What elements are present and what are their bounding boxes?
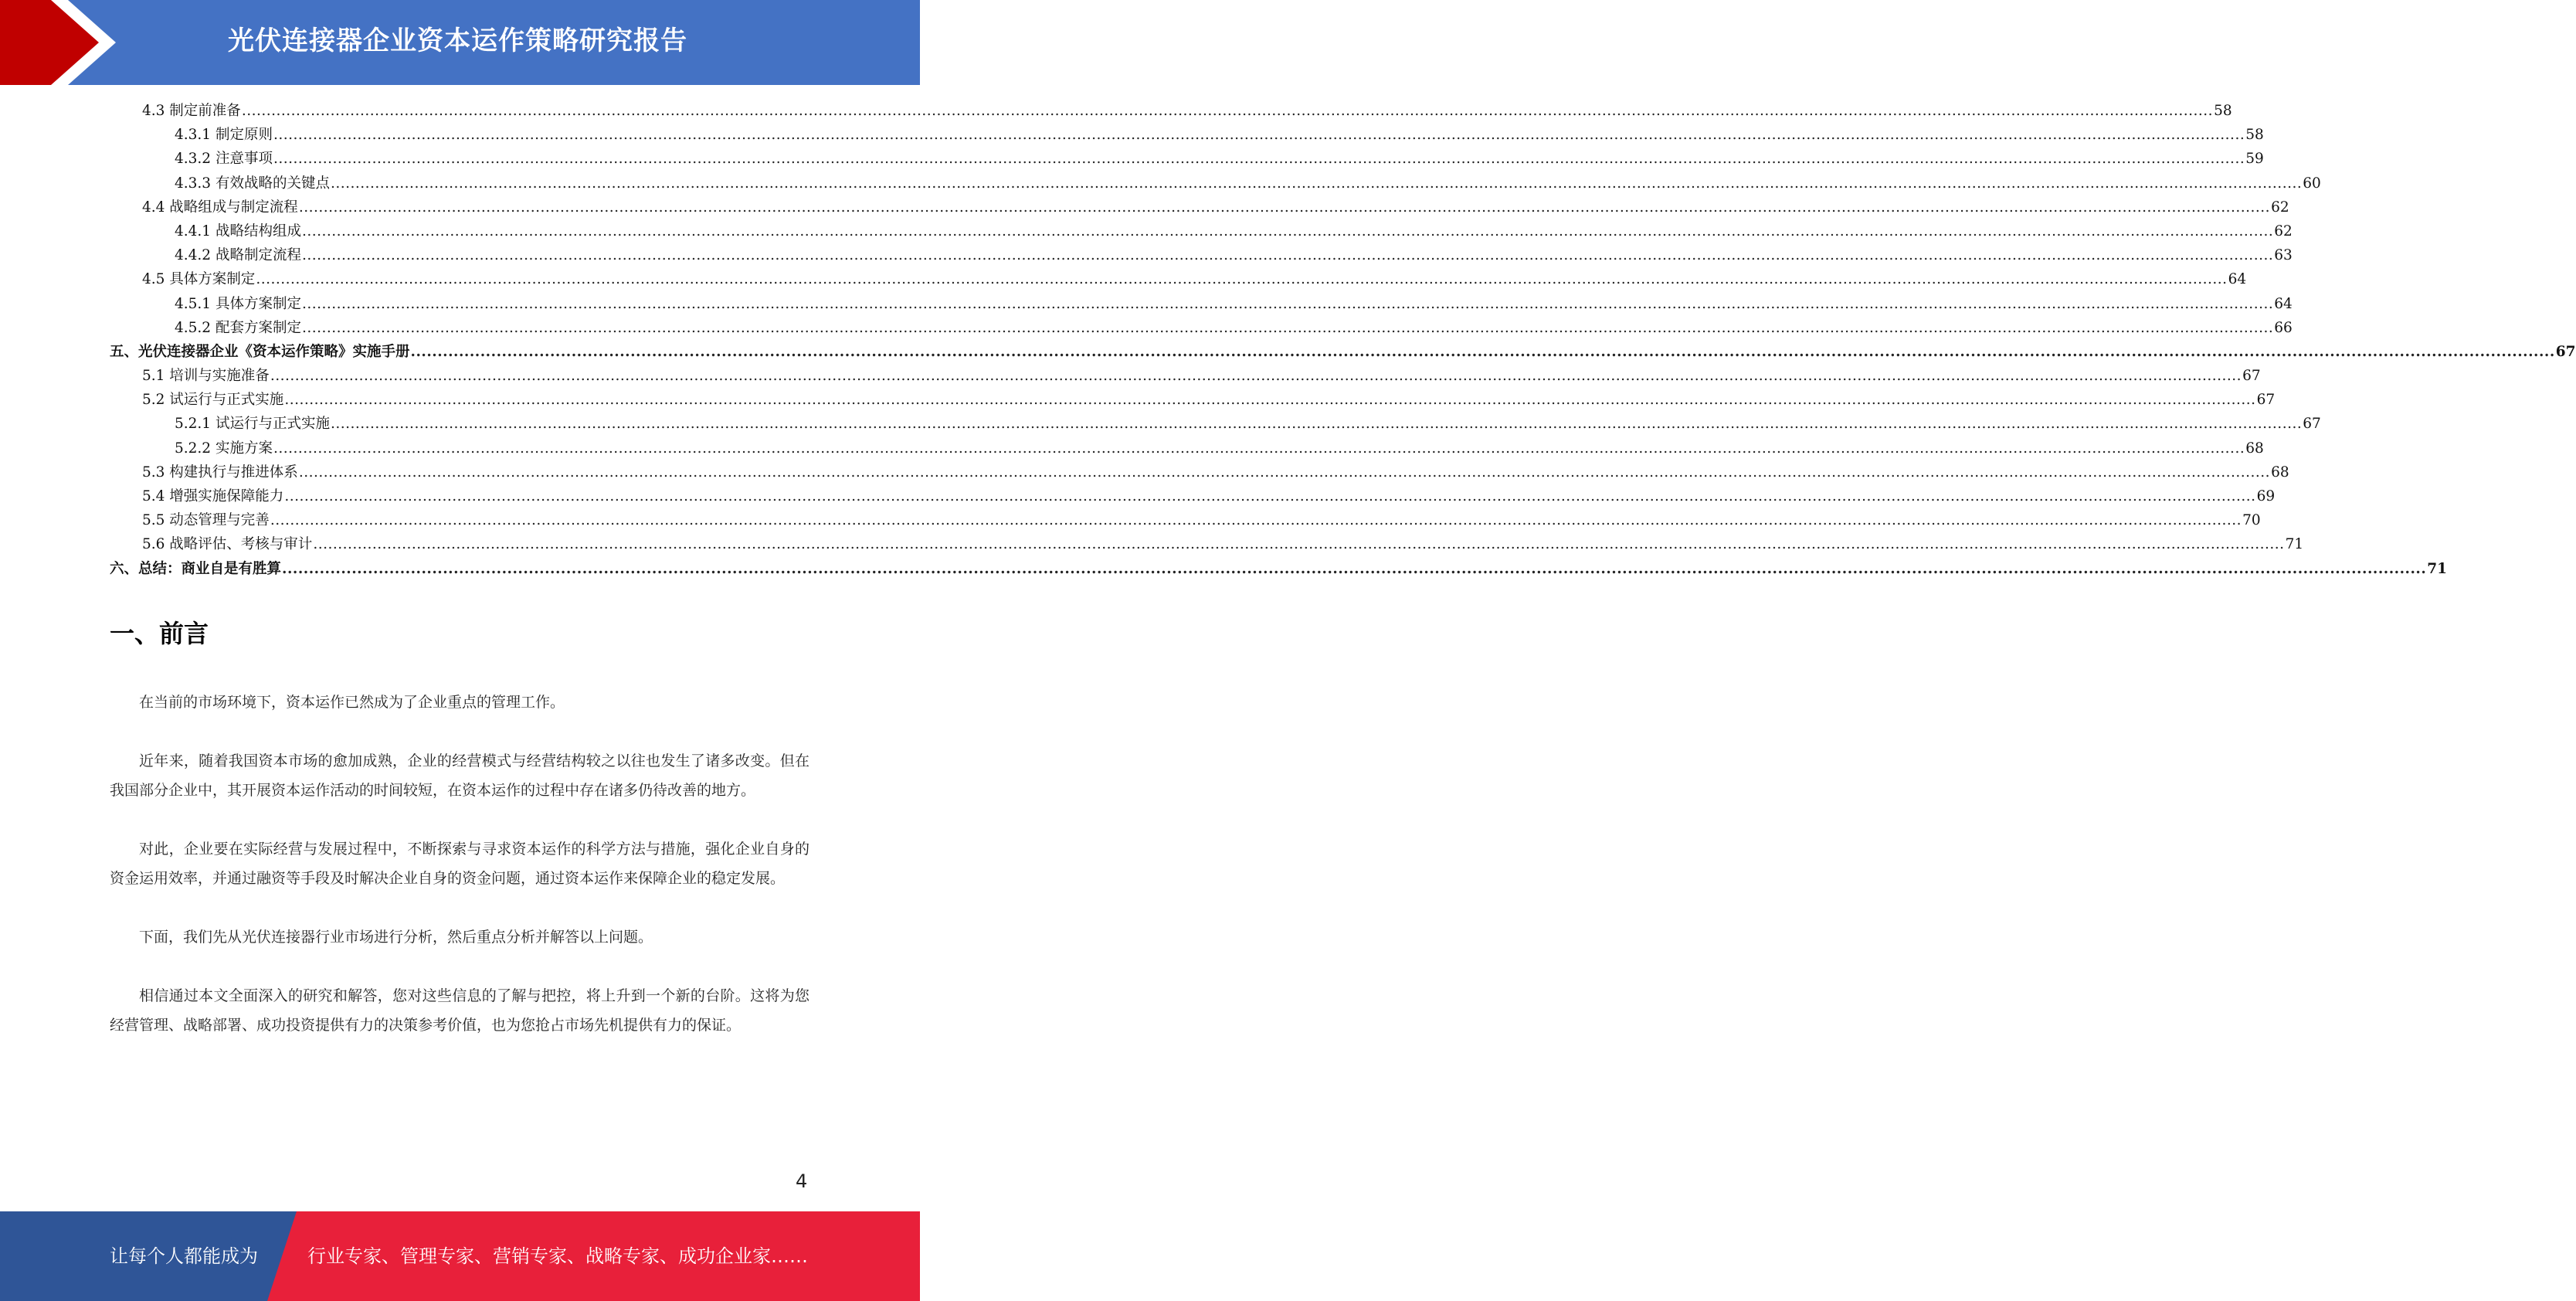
toc-entry-page: 58 [2214, 103, 2232, 119]
toc-entry-label: 5.2.2 实施方案 [175, 440, 273, 457]
toc-entry-label: 4.5.1 具体方案制定 [175, 295, 301, 312]
toc-entry-page: 62 [2274, 222, 2293, 239]
toc-dot-leader: ................................................................................................................................................................................................................................................................................................................................................................................................................ [284, 488, 2256, 504]
toc-entry-page: 64 [2274, 295, 2293, 312]
toc-entry-page: 67 [2256, 392, 2276, 409]
toc-entry-label: 5.1 培训与实施准备 [142, 368, 270, 385]
toc-dot-leader: ................................................................................................................................................................................................................................................................................................................................................................................................................ [301, 247, 2274, 264]
toc-entry-page: 68 [2271, 464, 2289, 481]
toc-entry-page: 59 [2245, 151, 2264, 168]
toc-entry-page: 58 [2245, 127, 2264, 144]
toc-dot-leader: ................................................................................................................................................................................................................................................................................................................................................................................................................ [330, 175, 2303, 192]
toc-entry-label: 5.3 构建执行与推进体系 [142, 464, 298, 481]
footer-slogan-right: 行业专家、管理专家、营销专家、战略专家、成功企业家…… [307, 1245, 808, 1267]
footer-slogan-left: 让每个人都能成为 [110, 1245, 258, 1267]
toc-dot-leader: ................................................................................................................................................................................................................................................................................................................................................................................................................ [298, 199, 2271, 216]
body-paragraph: 下面，我们先从光伏连接器行业市场进行分析，然后重点分析并解答以上问题。 [139, 929, 653, 946]
toc-entry[interactable] [110, 365, 2261, 389]
body-paragraph: 对此，企业要在实际经营与发展过程中，不断探索与寻求资本运作的科学方法与措施，强化企业自身的资金运用效率，并通过融资等手段及时解决企业自身的资金问题，通过资本运作来保障企业的稳定发展。 [110, 841, 809, 887]
toc-entry[interactable] [110, 485, 2276, 509]
toc-entry-label: 五、光伏连接器企业《资本运作策略》实施手册 [110, 343, 410, 360]
toc-entry-page: 60 [2303, 175, 2321, 192]
toc-dot-leader: ................................................................................................................................................................................................................................................................................................................................................................................................................ [301, 319, 2274, 336]
toc-dot-leader: ................................................................................................................................................................................................................................................................................................................................................................................................................ [282, 560, 2427, 577]
toc-dot-leader: ................................................................................................................................................................................................................................................................................................................................................................................................................ [273, 151, 2245, 168]
toc-entry[interactable] [110, 268, 2247, 292]
toc-dot-leader: ................................................................................................................................................................................................................................................................................................................................................................................................................ [284, 392, 2256, 409]
header-arrow-decoration [0, 0, 116, 85]
toc-entry-page: 63 [2274, 247, 2293, 264]
toc-entry[interactable] [110, 389, 2276, 413]
toc-entry[interactable] [110, 293, 2293, 317]
toc-entry-label: 4.3 制定前准备 [142, 103, 241, 119]
toc-entry-page: 67 [2555, 343, 2576, 360]
toc-entry-page: 71 [2285, 536, 2304, 553]
page-header [0, 0, 920, 85]
toc-entry-page: 66 [2274, 319, 2293, 336]
toc-entry-label: 4.4 战略组成与制定流程 [142, 199, 298, 216]
toc-dot-leader: ................................................................................................................................................................................................................................................................................................................................................................................................................ [298, 464, 2271, 481]
toc-entry-label: 5.2 试运行与正式实施 [142, 392, 284, 409]
toc-entry-label: 4.5 具体方案制定 [142, 271, 256, 288]
toc-entry-page: 71 [2427, 560, 2448, 577]
toc-entry-label: 5.4 增强实施保障能力 [142, 488, 284, 504]
table-of-contents [110, 100, 2576, 582]
page-number: 4 [796, 1170, 808, 1192]
toc-entry-label: 5.2.1 试运行与正式实施 [175, 416, 330, 433]
toc-dot-leader: ................................................................................................................................................................................................................................................................................................................................................................................................................ [273, 127, 2245, 144]
toc-dot-leader: ................................................................................................................................................................................................................................................................................................................................................................................................................ [330, 416, 2303, 433]
toc-entry-page: 62 [2271, 199, 2289, 216]
toc-entry-page: 67 [2303, 416, 2321, 433]
body-paragraph: 在当前的市场环境下，资本运作已然成为了企业重点的管理工作。 [139, 694, 565, 711]
toc-entry-label: 六、总结：商业自是有胜算 [110, 560, 282, 577]
toc-entry-label: 4.4.2 战略制定流程 [175, 247, 301, 264]
toc-entry-page: 69 [2256, 488, 2276, 504]
toc-entry[interactable] [110, 220, 2293, 244]
toc-entry[interactable] [110, 148, 2264, 172]
toc-entry-page: 64 [2228, 271, 2247, 288]
body-paragraph: 近年来，随着我国资本市场的愈加成熟，企业的经营模式与经营结构较之以往也发生了诸多改变。但在我国部分企业中，其开展资本运作活动的时间较短，在资本运作的过程中存在诸多仍待改善的地方。 [110, 752, 809, 799]
toc-entry-label: 5.6 战略评估、考核与审计 [142, 536, 313, 553]
body-paragraph: 相信通过本文全面深入的研究和解答，您对这些信息的了解与把控，将上升到一个新的台阶。这将为您经营管理、战略部署、成功投资提供有力的决策参考价值，也为您抢占市场先机提供有力的保证。 [110, 987, 809, 1034]
toc-entry[interactable] [110, 437, 2264, 461]
toc-entry-label: 4.5.2 配套方案制定 [175, 319, 301, 336]
document-title: 光伏连接器企业资本运作策略研究报告 [228, 25, 687, 56]
page-footer [0, 1211, 920, 1301]
toc-entry-page: 70 [2242, 512, 2261, 529]
toc-dot-leader: ................................................................................................................................................................................................................................................................................................................................................................................................................ [301, 295, 2274, 312]
toc-entry[interactable] [110, 509, 2261, 533]
toc-entry[interactable] [110, 413, 2321, 436]
toc-dot-leader: ................................................................................................................................................................................................................................................................................................................................................................................................................ [313, 536, 2285, 553]
toc-entry-label: 4.4.1 战略结构组成 [175, 222, 301, 239]
toc-dot-leader: ................................................................................................................................................................................................................................................................................................................................................................................................................ [256, 271, 2228, 288]
toc-entry[interactable] [110, 461, 2289, 485]
toc-entry-label: 4.3.1 制定原则 [175, 127, 273, 144]
toc-dot-leader: ................................................................................................................................................................................................................................................................................................................................................................................................................ [410, 343, 2555, 360]
toc-dot-leader: ................................................................................................................................................................................................................................................................................................................................................................................................................ [241, 103, 2214, 119]
toc-entry-page: 67 [2242, 368, 2261, 385]
toc-dot-leader: ................................................................................................................................................................................................................................................................................................................................................................................................................ [273, 440, 2245, 457]
toc-entry[interactable] [110, 341, 2576, 365]
toc-entry[interactable] [110, 196, 2289, 220]
section-heading: 一、前言 [110, 619, 209, 648]
toc-entry-label: 5.5 动态管理与完善 [142, 512, 270, 529]
toc-entry[interactable] [110, 244, 2293, 268]
toc-entry-label: 4.3.2 注意事项 [175, 151, 273, 168]
toc-dot-leader: ................................................................................................................................................................................................................................................................................................................................................................................................................ [270, 512, 2242, 529]
toc-entry[interactable] [110, 558, 2448, 582]
toc-entry[interactable] [110, 533, 2304, 557]
toc-entry-page: 68 [2245, 440, 2264, 457]
toc-entry[interactable] [110, 172, 2321, 196]
toc-entry[interactable] [110, 317, 2293, 341]
toc-entry[interactable] [110, 124, 2264, 148]
toc-dot-leader: ................................................................................................................................................................................................................................................................................................................................................................................................................ [301, 222, 2274, 239]
toc-dot-leader: ................................................................................................................................................................................................................................................................................................................................................................................................................ [270, 368, 2242, 385]
toc-entry[interactable] [110, 100, 2232, 124]
toc-entry-label: 4.3.3 有效战略的关键点 [175, 175, 330, 192]
body-text [110, 688, 809, 1069]
